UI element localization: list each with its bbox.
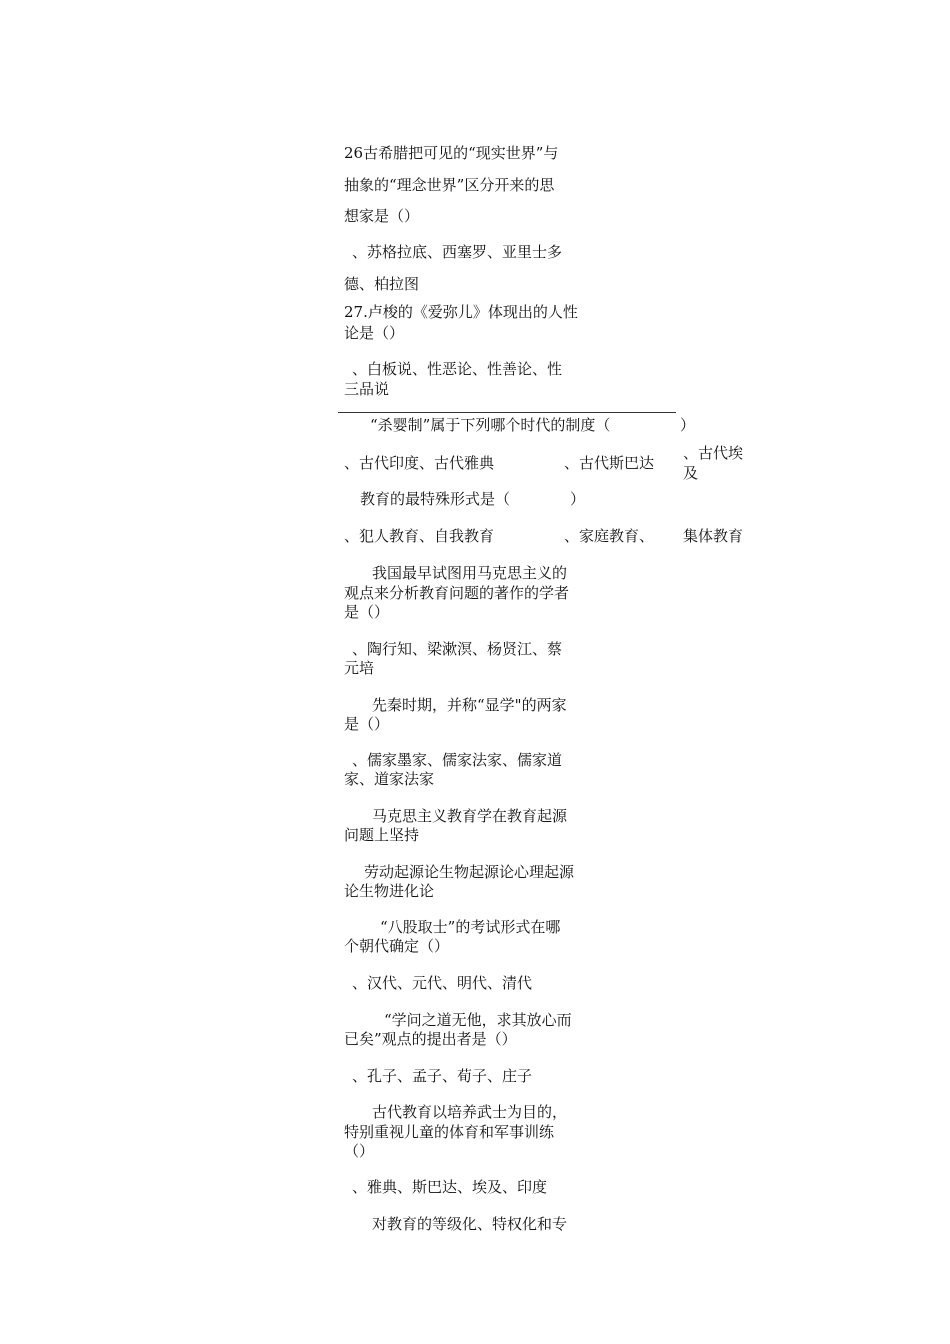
q26-line-2: 抽象的“理念世界”区分开来的思 bbox=[344, 176, 555, 194]
q32-options-line-1: 劳动起源论生物起源论心理起源 bbox=[364, 863, 575, 881]
q27-options-line-1: 、白板说、性恶论、性善论、性 bbox=[352, 360, 563, 378]
q34-line-1: “学问之道无他，求其放心而 bbox=[384, 1011, 572, 1029]
q29-paren-close: ） bbox=[570, 490, 586, 508]
q29-option-a: 、犯人教育、自我教育 bbox=[344, 527, 495, 545]
q28-option-c-line-1: 、古代埃 bbox=[683, 444, 744, 462]
q31-line-1: 先秦时期，并称“显学"的两家 bbox=[372, 696, 567, 714]
q31-options-line-1: 、儒家墨家、儒家法家、儒家道 bbox=[352, 751, 563, 769]
q28-option-a: 、古代印度、古代雅典 bbox=[344, 454, 495, 472]
horizontal-rule bbox=[338, 412, 676, 413]
q26-options-line-1: 、苏格拉底、西塞罗、亚里士多 bbox=[352, 243, 563, 261]
q32-line-2: 问题上坚持 bbox=[344, 826, 420, 844]
q34-options-line-1: 、孔子、孟子、荀子、庄子 bbox=[352, 1067, 533, 1085]
q28-paren-close: ） bbox=[680, 416, 696, 434]
q28-option-b: 、古代斯巴达 bbox=[564, 454, 655, 472]
q32-line-1: 马克思主义教育学在教育起源 bbox=[372, 807, 568, 825]
q26-line-1: 26古希腊把可见的“现实世界”与 bbox=[344, 144, 559, 162]
q26-options-line-2: 德、柏拉图 bbox=[344, 275, 420, 293]
q35-line-3: （） bbox=[344, 1142, 375, 1160]
q29-option-b: 、家庭教育、 bbox=[564, 527, 655, 545]
q35-line-2: 特别重视儿童的体育和军事训练 bbox=[344, 1123, 555, 1141]
q30-line-1: 我国最早试图用马克思主义的 bbox=[372, 564, 568, 582]
q26-line-3: 想家是（） bbox=[344, 207, 420, 225]
q33-line-1: “八股取士”的考试形式在哪 bbox=[380, 918, 561, 936]
q29-option-c: 集体教育 bbox=[683, 527, 744, 545]
q30-line-3: 是（） bbox=[344, 603, 390, 621]
q34-line-2: 已矣”观点的提出者是（） bbox=[344, 1030, 517, 1048]
q28-option-c-line-2: 及 bbox=[683, 464, 699, 482]
q31-line-2: 是（） bbox=[344, 715, 390, 733]
q30-options-line-1: 、陶行知、梁漱溟、杨贤江、蔡 bbox=[352, 640, 563, 658]
q27-options-line-2: 三品说 bbox=[344, 380, 390, 398]
q35-line-1: 古代教育以培养武士为目的， bbox=[372, 1103, 568, 1121]
q30-options-line-2: 元培 bbox=[344, 659, 375, 677]
q27-line-2: 论是（） bbox=[344, 324, 405, 342]
q33-options-line-1: 、汉代、元代、明代、清代 bbox=[352, 974, 533, 992]
q31-options-line-2: 家、道家法家 bbox=[344, 770, 435, 788]
q27-line-1: 27.卢梭的《爱弥儿》体现出的人性 bbox=[344, 303, 578, 321]
q33-line-2: 个朝代确定（） bbox=[344, 937, 450, 955]
q36-line-1: 对教育的等级化、特权化和专 bbox=[372, 1215, 568, 1233]
q35-options-line-1: 、雅典、斯巴达、埃及、印度 bbox=[352, 1178, 548, 1196]
q32-options-line-2: 论生物进化论 bbox=[344, 882, 435, 900]
q29-stem: 教育的最特殊形式是（ bbox=[360, 490, 511, 508]
q30-line-2: 观点来分析教育问题的著作的学者 bbox=[344, 584, 570, 602]
q28-stem: “杀婴制”属于下列哪个时代的制度（ bbox=[370, 416, 611, 434]
